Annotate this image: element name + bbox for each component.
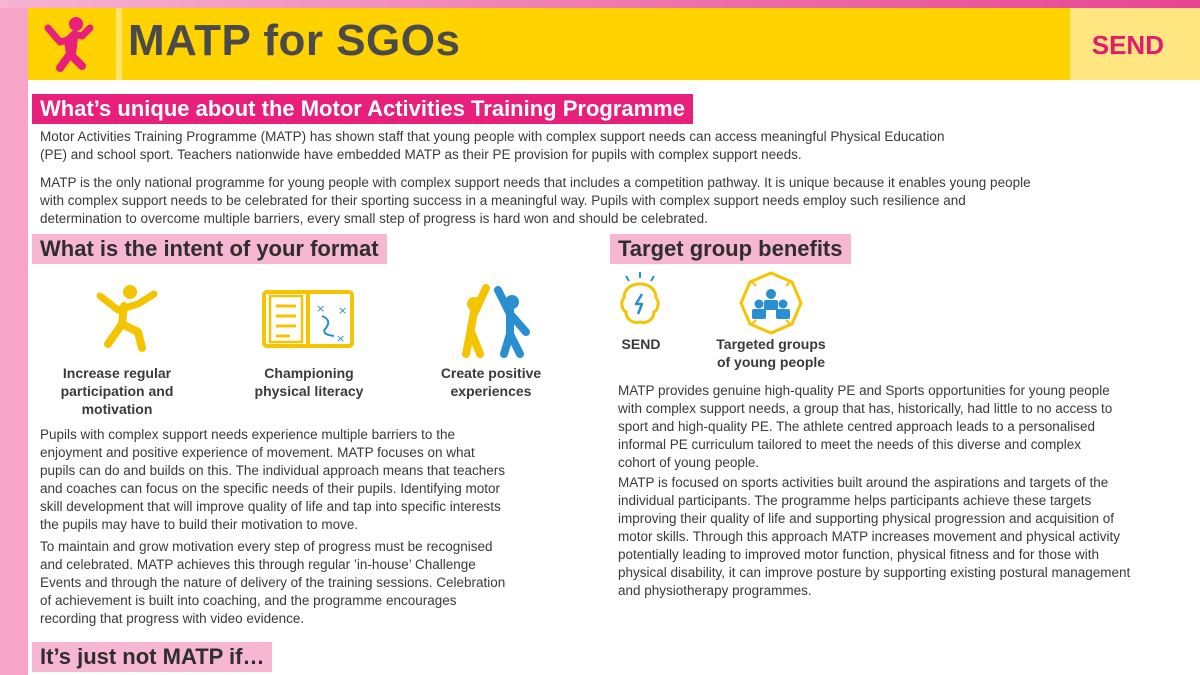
brain-icon (616, 270, 664, 330)
tactics-book-icon (260, 288, 356, 350)
not-matp-heading: It’s just not MATP if… (32, 642, 272, 672)
target-paragraph-1: MATP provides genuine high-quality PE and Sports opportunities for young people with complex support needs, a group that has, historically, had little to no access to sport and high-quality PE. The athlete centred approach leads to a personalised informal PE curriculum tailored to meet the needs of this diverse and complex cohort of young people. (618, 383, 1113, 470)
high-five-icon (452, 282, 540, 358)
top-stripe (0, 0, 1200, 8)
send-tag: SEND (1091, 30, 1164, 60)
intent-paragraph-1: Pupils with complex support needs experience multiple barriers to the enjoyment and positive experience of movement. MATP focuses on what pupils can do and builds on this. The individual approach means that teachers and coaches can focus on the specific needs of their pupils. Identifying motor skill development that will improve quality of life and tap into specific interests the pupils may have to build their motivation to move. (40, 427, 506, 532)
intent-heading: What is the intent of your format (32, 234, 387, 264)
target-heading: Target group benefits (610, 234, 851, 264)
intent-item-1-label: Increase regular participation and motivation (60, 365, 174, 417)
header-bar (28, 8, 1200, 80)
group-icon (738, 270, 804, 336)
target-item-1-label: SEND (621, 336, 661, 352)
page-title: MATP for SGOs (128, 16, 461, 65)
document-page (28, 8, 1200, 675)
jumping-person-logo-icon (38, 14, 100, 76)
svg-text:×: × (316, 302, 326, 315)
svg-text:×: × (336, 332, 346, 345)
unique-paragraph-1: Motor Activities Training Programme (MATP) has shown staff that young people with complex support needs can access meaningful Physical Education (PE) and school sport. Teachers nationwide have embedded MATP as their PE provision for pupils with complex support needs. (40, 129, 945, 162)
target-paragraph-2: MATP is focused on sports activities built around the aspirations and targets of the individual participants. The programme helps participants achieve these targets improving their quality of life and supporting physical progression and acquisition of motor skills. Through this approach MATP increases movement and physical activity potentially leading to improved motor function, physical fitness and for those with physical disability, it can improve posture by supporting existing postural management and physiotherapy programmes. (618, 475, 1131, 598)
svg-text:×: × (338, 304, 348, 317)
target-item-2-label: Targeted groups of young people (716, 336, 826, 370)
intent-paragraph-2: To maintain and grow motivation every step of progress must be recognised and celebrated. MATP achieves this through regular ’in-house’ Challenge Events and through the nature of delivery of the training sessions. Celebration of achievement is built into coaching, and the programme encourages recording that progress with video evidence. (40, 539, 506, 626)
unique-paragraph-2: MATP is the only national programme for young people with complex support needs that includes a competition pathway. It is unique because it enables young people with complex support needs to be celebrated for their sporting success in a meaningful way. Pupils with complex support needs employ such resilience and determination to overcome multiple barriers, every small step of progress is hard won and should be celebrated. (40, 175, 1031, 226)
header-logo-tab (28, 8, 116, 80)
unique-heading: What’s unique about the Motor Activities Training Programme (32, 94, 693, 124)
running-person-icon (88, 282, 168, 354)
intent-item-3-label: Create positive experiences (440, 365, 542, 399)
intent-item-2-label: Championing physical literacy (254, 365, 364, 399)
